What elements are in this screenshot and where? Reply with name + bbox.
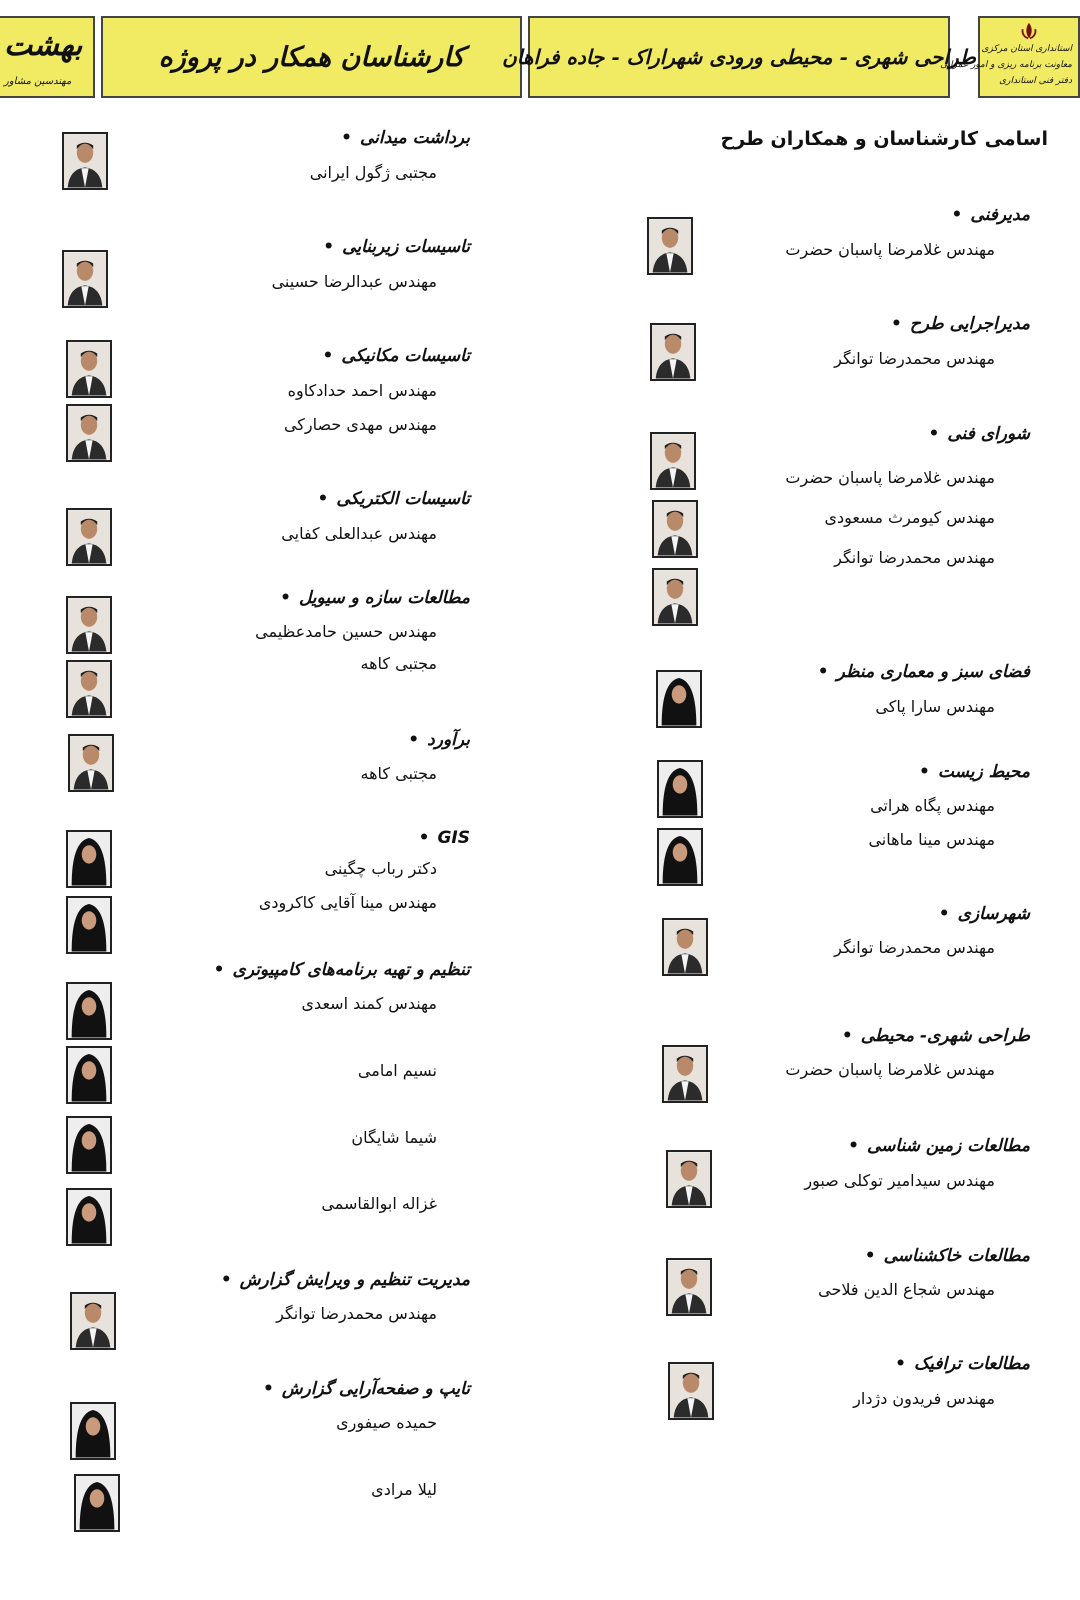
- left-section-title: تنظیم و تهیه برنامه‌های کامپیوتری •: [214, 960, 470, 980]
- staff-name: مهندس محمدرضا توانگر: [834, 938, 995, 957]
- left-section-title: تاسیسات مکانیکی •: [322, 346, 470, 366]
- company-logo-subtitle: مهندسین مشاور: [4, 76, 72, 87]
- portrait-photo: [66, 1188, 112, 1246]
- portrait-photo: [666, 1150, 712, 1208]
- portrait-photo: [662, 918, 708, 976]
- staff-name: مجتبی کاهه: [360, 764, 437, 783]
- portrait-icon: [68, 406, 110, 460]
- portrait-icon: [659, 830, 701, 884]
- emblem-line: دفتر فنی استانداری: [999, 76, 1072, 86]
- portrait-icon: [654, 502, 696, 556]
- emblem-line: معاونت برنامه ریزی و امور عمرانی: [940, 60, 1072, 70]
- portrait-icon: [664, 920, 706, 974]
- staff-name: مهندس احمد حدادکاوه: [287, 381, 437, 400]
- right-section-title: مدیراجرایی طرح •: [891, 314, 1030, 334]
- portrait-icon: [76, 1476, 118, 1530]
- staff-name: مهندس محمدرضا توانگر: [834, 548, 995, 567]
- portrait-photo: [657, 828, 703, 886]
- portrait-photo: [66, 404, 112, 462]
- staff-name: مهندس شجاع الدین فلاحی: [818, 1280, 995, 1299]
- portrait-icon: [68, 898, 110, 952]
- staff-name: مهندس مینا ماهانی: [868, 830, 995, 849]
- project-title-banner: [502, 16, 976, 98]
- staff-name: مهندس حسین حامدعظیمی: [255, 622, 437, 641]
- portrait-photo: [70, 1402, 116, 1460]
- portrait-icon: [68, 1118, 110, 1172]
- portrait-photo: [66, 982, 112, 1040]
- portrait-photo: [666, 1258, 712, 1316]
- portrait-icon: [659, 762, 701, 816]
- staff-name: مجتبی کاهه: [360, 654, 437, 673]
- staff-name: مهندس کمند اسعدی: [301, 994, 437, 1013]
- left-section-title: برداشت میدانی •: [341, 128, 470, 148]
- iran-emblem-icon: [1020, 22, 1038, 40]
- staff-name: مهندس کیومرث مسعودی: [824, 508, 995, 527]
- portrait-photo: [66, 660, 112, 718]
- portrait-icon: [68, 510, 110, 564]
- staff-name: نسیم امامی: [357, 1061, 437, 1080]
- portrait-icon: [68, 832, 110, 886]
- staff-name: مهندس فریدون دژدار: [853, 1389, 995, 1408]
- staff-name: مهندس عبدالعلی کفایی: [281, 524, 437, 543]
- portrait-photo: [652, 500, 698, 558]
- staff-name: لیلا مرادی: [371, 1480, 437, 1499]
- portrait-icon: [652, 325, 694, 379]
- staff-name: مهندس غلامرضا پاسبان حضرت: [785, 1060, 995, 1079]
- left-section-title: تایپ و صفحه‌آرایی گزارش •: [263, 1379, 470, 1399]
- portrait-icon: [64, 134, 106, 188]
- portrait-photo: [647, 217, 693, 275]
- right-section-title: فضای سبز و معماری منظر •: [818, 662, 1030, 682]
- portrait-photo: [656, 670, 702, 728]
- staff-name: مهندس پگاه هراتی: [870, 796, 995, 815]
- company-logo: [0, 16, 95, 98]
- portrait-icon: [652, 434, 694, 488]
- right-section-title: شورای فنی •: [929, 424, 1030, 444]
- portrait-photo: [657, 760, 703, 818]
- portrait-photo: [62, 132, 108, 190]
- right-section-title: شهرسازی •: [939, 904, 1030, 924]
- portrait-icon: [64, 252, 106, 306]
- portrait-icon: [668, 1260, 710, 1314]
- right-section-title: مطالعات خاکشناسی •: [865, 1246, 1030, 1266]
- portrait-photo: [68, 734, 114, 792]
- staff-name: غزاله ابوالقاسمی: [321, 1194, 437, 1213]
- staff-name: مهندس سارا پاکی: [875, 697, 995, 716]
- portrait-photo: [662, 1045, 708, 1103]
- portrait-icon: [70, 736, 112, 790]
- staff-name: مهندس غلامرضا پاسبان حضرت: [785, 468, 995, 487]
- left-section-title: مدیریت تنظیم و ویرایش گزارش •: [221, 1270, 470, 1290]
- right-section-title: مدیرفنی •: [952, 205, 1030, 225]
- emblem-line: استانداری استان مرکزی: [981, 44, 1072, 54]
- portrait-icon: [68, 598, 110, 652]
- portrait-photo: [66, 1116, 112, 1174]
- portrait-icon: [658, 672, 700, 726]
- staff-name: مهندس مینا آقایی کاکرودی: [258, 893, 437, 912]
- portrait-photo: [66, 1046, 112, 1104]
- project-title: طراحی شهری - محیطی ورودی شهراراک - جاده فراهان: [502, 45, 976, 69]
- portrait-icon: [68, 984, 110, 1038]
- portrait-photo: [74, 1474, 120, 1532]
- portrait-photo: [650, 323, 696, 381]
- portrait-photo: [668, 1362, 714, 1420]
- portrait-photo: [66, 340, 112, 398]
- portrait-photo: [70, 1292, 116, 1350]
- portrait-icon: [72, 1294, 114, 1348]
- right-section-title: طراحی شهری- محیطی •: [842, 1026, 1030, 1046]
- left-section-title: مطالعات سازه و سیویل •: [280, 588, 470, 608]
- left-section-title: تاسیسات الکتریکی •: [317, 489, 470, 509]
- portrait-icon: [68, 342, 110, 396]
- portrait-photo: [66, 830, 112, 888]
- staff-name: مهندس عبدالرضا حسینی: [271, 272, 437, 291]
- staff-name: دکتر رباب چگینی: [324, 859, 437, 878]
- portrait-photo: [66, 508, 112, 566]
- portrait-photo: [66, 596, 112, 654]
- section-title-banner: [101, 16, 522, 98]
- portrait-icon: [68, 1048, 110, 1102]
- staff-name: مهندس سیدامیر توکلی صبور: [804, 1171, 995, 1190]
- right-section-title: مطالعات ترافیک •: [895, 1354, 1030, 1374]
- staff-name: مهندس مهدی حصارکی: [283, 415, 437, 434]
- left-section-title: GIS •: [419, 828, 470, 848]
- portrait-icon: [654, 570, 696, 624]
- section-title: کارشناسان همکار در پروژه: [158, 41, 465, 73]
- staff-name: حمیده صیفوری: [336, 1413, 437, 1432]
- company-logo-text: بهشت: [4, 28, 83, 63]
- staff-name: مهندس محمدرضا توانگر: [276, 1304, 437, 1323]
- right-section-title: محیط زیست •: [919, 762, 1030, 782]
- portrait-photo: [62, 250, 108, 308]
- staff-name: مهندس غلامرضا پاسبان حضرت: [785, 240, 995, 259]
- portrait-icon: [664, 1047, 706, 1101]
- portrait-icon: [670, 1364, 712, 1418]
- staff-name: مجتبی ژگول ایرانی: [309, 163, 437, 182]
- portrait-photo: [650, 432, 696, 490]
- government-emblem: [940, 16, 1080, 98]
- portrait-photo: [66, 896, 112, 954]
- portrait-icon: [68, 1190, 110, 1244]
- portrait-icon: [72, 1404, 114, 1458]
- staff-name: مهندس محمدرضا توانگر: [834, 349, 995, 368]
- left-section-title: برآورد •: [408, 730, 470, 750]
- right-section-title: مطالعات زمین شناسی •: [848, 1136, 1030, 1156]
- portrait-icon: [668, 1152, 710, 1206]
- staff-name: شیما شایگان: [351, 1128, 437, 1147]
- left-section-title: تاسیسات زیربنایی •: [323, 237, 470, 257]
- main-heading: اسامی کارشناسان و همکاران طرح: [720, 128, 1048, 150]
- portrait-icon: [649, 219, 691, 273]
- portrait-photo: [652, 568, 698, 626]
- portrait-icon: [68, 662, 110, 716]
